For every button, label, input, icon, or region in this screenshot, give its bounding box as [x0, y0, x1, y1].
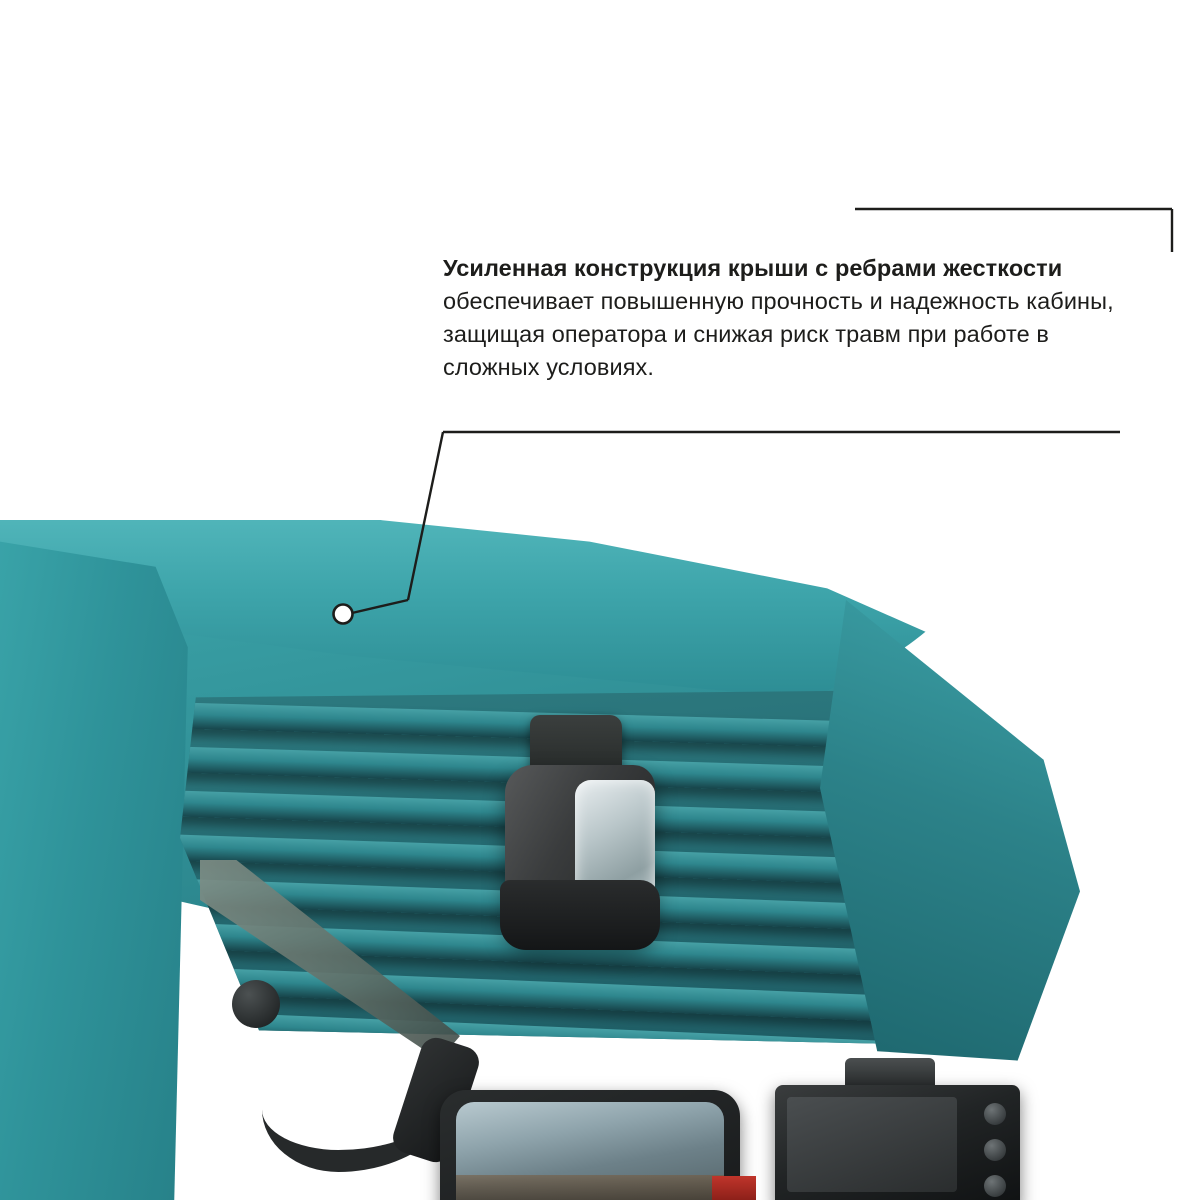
callout-description: [443, 252, 1143, 384]
red-marker-strip: [712, 1176, 756, 1200]
work-lamp-rim: [500, 880, 660, 950]
control-knob-bottom: [984, 1175, 1006, 1197]
control-box: [775, 1085, 1020, 1200]
control-knob-middle: [984, 1139, 1006, 1161]
callout-rest-text: обеспечивает повышенную прочность и надежность кабины, защищая оператора и снижая риск травм при работе в сложных условиях.: [443, 288, 1114, 380]
callout-bold-text: Усиленная конструкция крыши с ребрами жесткости: [443, 255, 1063, 281]
side-mirror-glass: [456, 1102, 724, 1200]
control-knob-top: [984, 1103, 1006, 1125]
